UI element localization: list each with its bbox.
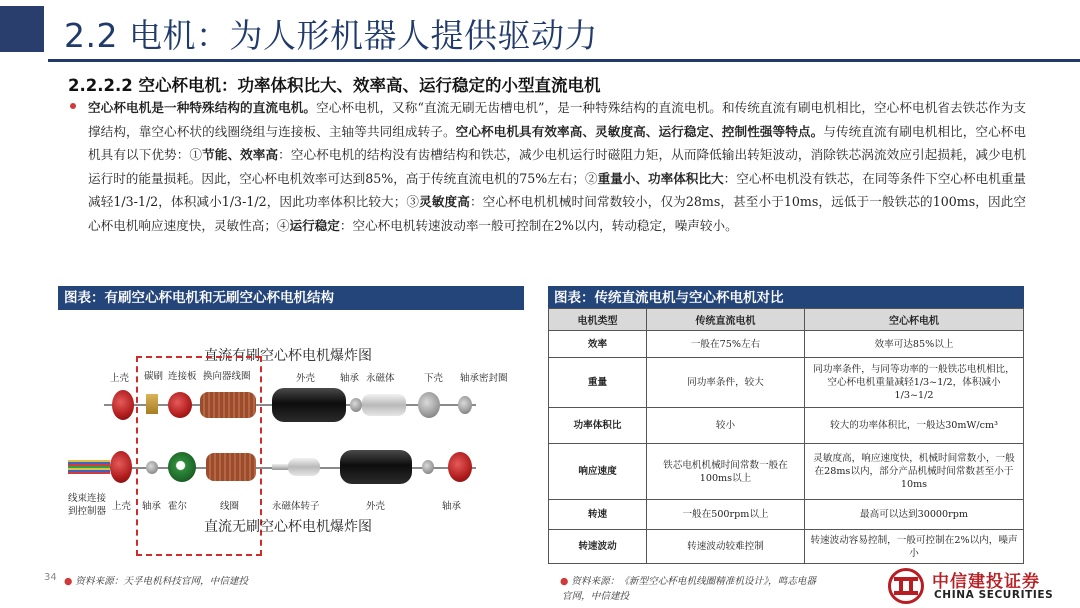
body-bold-3: 节能、效率高: [202, 147, 279, 163]
brushed-outer-shell-part: [272, 388, 346, 422]
source-note-left: [64, 573, 248, 587]
motor-exploded-diagram: [58, 312, 524, 570]
cell-coreless: 较大的功率体积比，一般达30mW/cm³: [805, 408, 1024, 444]
row-label: 转速: [549, 500, 647, 530]
cell-coreless: 同功率条件，与同等功率的一般铁芯电机相比，空心杯电机重量减轻1/3~1/2，体积减小1/3~1/2: [805, 358, 1024, 408]
cell-coreless: 转速波动容易控制，一般可控制在2%以内，噪声小: [805, 530, 1024, 564]
body-text-3: ：空心杯电机的结构没有齿槽结构和铁芯，减少电机运行时磁阻力矩，从而降低输出转矩波动，消除铁芯涡流效应引起损耗，减少电机运行时的能量损耗。因此，空心杯电机效率可达到85%，高于传统直流电机的75%左右；②: [88, 147, 1027, 186]
label-commutator-coil: 换向器线圈: [203, 371, 251, 382]
label-carbon-brush: 碳刷: [144, 371, 164, 382]
body-text-4: ：空心杯电机没有铁芯，在同等条件下空心杯电机重量减轻1/3-1/2，体积减小1/3-1/2，因此功率体积比较大；③: [88, 170, 1027, 210]
brushless-upper-shell-part: [110, 451, 132, 483]
label-wire-connect: 线束连接: [68, 493, 107, 504]
carbon-brush-part: [146, 394, 158, 414]
brushless-coil-part: [206, 453, 256, 481]
row-label: 效率: [549, 331, 647, 358]
cell-coreless: 最高可以达到30000rpm: [805, 500, 1024, 530]
cell-traditional: 同功率条件，较大: [647, 358, 805, 408]
row-label: 功率体积比: [549, 408, 647, 444]
label-to-controller: 到控制器: [68, 506, 107, 517]
cell-coreless: 灵敏度高，响应速度快，机械时间常数小，一般在28ms以内，部分产品机械时间常数甚至小于10ms: [805, 444, 1024, 500]
brushed-bearing-part: [350, 398, 362, 412]
body-bold-2: 空心杯电机具有效率高、灵敏度高、运行稳定、控制性强等特点。: [455, 123, 824, 139]
label-outer-shell: 外壳: [296, 373, 316, 384]
title-divider: [48, 59, 1080, 62]
figure-heading-structure: 图表：有刷空心杯电机和无刷空心杯电机结构: [58, 286, 524, 310]
permanent-magnet-part: [362, 394, 406, 416]
source-bullet: ●: [560, 576, 569, 587]
citic-emblem-icon: [888, 568, 924, 604]
wire-harness-part: [68, 460, 110, 474]
body-bold-5: 灵敏度高: [419, 194, 470, 210]
brushed-upper-shell-part: [112, 390, 134, 420]
body-text-2: 与传统直流有刷电机相比，空心杯电机具有以下优势：①: [88, 123, 1027, 163]
section-subheading: 2.2.2.2 空心杯电机：功率体积比大、效率高、运行稳定的小型直流电机: [68, 76, 601, 95]
cell-traditional: 铁芯电机机械时间常数一般在100ms以上: [647, 444, 805, 500]
cell-coreless: 效率可达85%以上: [805, 331, 1024, 358]
logo-english-name: CHINA SECURITIES: [934, 589, 1054, 601]
table-row: [549, 358, 1024, 408]
cell-traditional: 一般在75%左右: [647, 331, 805, 358]
label-hall: 霍尔: [168, 501, 188, 512]
label-bearing-seal: 轴承密封圈: [460, 373, 508, 384]
body-text-6: ：空心杯电机转速波动率一般可控制在2%以内，转动稳定，噪声较小。: [339, 217, 738, 233]
figure-heading-comparison: 图表：传统直流电机与空心杯电机对比: [548, 286, 1024, 310]
commutator-coil-part: [200, 392, 256, 418]
table-row: [549, 408, 1024, 444]
label-brushless-upper-shell: 上壳: [112, 501, 132, 512]
body-text-1: 空心杯电机，又称“直流无刷无齿槽电机”，是一种特殊结构的直流电机。和传统直流有刷电机相比，空心杯电机省去铁芯作为支撑结构，靠空心杯状的线圈绕组与连接板、主轴等共同组成转子。: [88, 100, 1026, 139]
label-bearing: 轴承: [340, 373, 360, 384]
cell-traditional: 转速波动较难控制: [647, 530, 805, 564]
label-brushless-bearing: 轴承: [142, 501, 162, 512]
brushless-bearing-part: [146, 461, 158, 474]
source-bullet: ●: [64, 576, 73, 587]
source-left-text: 资料来源：天孚电机科技官网，中信建投: [75, 576, 249, 587]
body-bold-6: 运行稳定: [289, 217, 340, 233]
connector-plate-part: [168, 392, 192, 418]
table-row: [549, 331, 1024, 358]
label-magnet-rotor: 永磁体转子: [272, 501, 320, 512]
bullet-dot: [70, 103, 76, 109]
brushed-diagram-title: 直流有刷空心杯电机爆炸图: [204, 348, 372, 364]
hall-sensor-board-part: [168, 452, 196, 482]
label-brushless-outer-shell: 外壳: [366, 501, 386, 512]
col-header-traditional: 传统直流电机: [647, 309, 805, 331]
label-lower-shell: 下壳: [424, 373, 444, 384]
row-label: 响应速度: [549, 444, 647, 500]
col-header-motor-type: 电机类型: [549, 309, 647, 331]
logo-chinese-name: 中信建投证券: [932, 572, 1040, 592]
body-text-5: ：空心杯电机机械时间常数较小，仅为28ms，甚至小于10ms，远低于一般铁芯的100ms，因此空心杯电机响应速度快，灵敏性高；④: [88, 194, 1026, 233]
label-brushless-lower-bearing: 轴承: [442, 501, 462, 512]
body-bold-1: 空心杯电机是一种特殊结构的直流电机。: [88, 100, 317, 115]
table-header-row: [549, 309, 1024, 331]
bearing-seal-part: [458, 396, 472, 414]
label-permanent-magnet: 永磁体: [366, 373, 395, 384]
company-logo: [888, 566, 1074, 606]
label-upper-shell: 上壳: [110, 373, 130, 384]
row-label: 转速波动: [549, 530, 647, 564]
brushless-diagram-title: 直流无刷空心杯电机爆炸图: [204, 519, 372, 535]
title-accent-block: [0, 6, 44, 52]
title-bar: [0, 0, 1080, 60]
cell-traditional: 一般在500rpm以上: [647, 500, 805, 530]
magnet-rotor-part: [288, 458, 320, 476]
brushless-bearing-2-part: [422, 460, 434, 474]
label-connector-plate: 连接板: [168, 371, 197, 382]
col-header-coreless: 空心杯电机: [805, 309, 1024, 331]
page-number: 34: [44, 572, 57, 583]
row-label: 重量: [549, 358, 647, 408]
source-note-right: [560, 573, 890, 587]
source-note-right-line2: 官网，中信建投: [562, 591, 630, 602]
body-paragraph: [88, 96, 1026, 238]
table-row: [549, 500, 1024, 530]
comparison-table: [548, 308, 1024, 564]
brushed-lower-shell-part: [418, 392, 440, 418]
cell-traditional: 较小: [647, 408, 805, 444]
table-row: [549, 530, 1024, 564]
brushless-lower-shell-part: [448, 452, 472, 482]
page-title: 2.2 电机：为人形机器人提供驱动力: [64, 16, 598, 55]
brushless-outer-shell-part: [340, 450, 412, 484]
source-right-line1: 资料来源：《新型空心杯电机线圈精准机设计》，鸣志电器: [571, 576, 817, 587]
table-row: [549, 444, 1024, 500]
body-bold-4: 重量小、功率体积比大: [597, 170, 724, 186]
label-coil: 线圈: [220, 501, 240, 512]
